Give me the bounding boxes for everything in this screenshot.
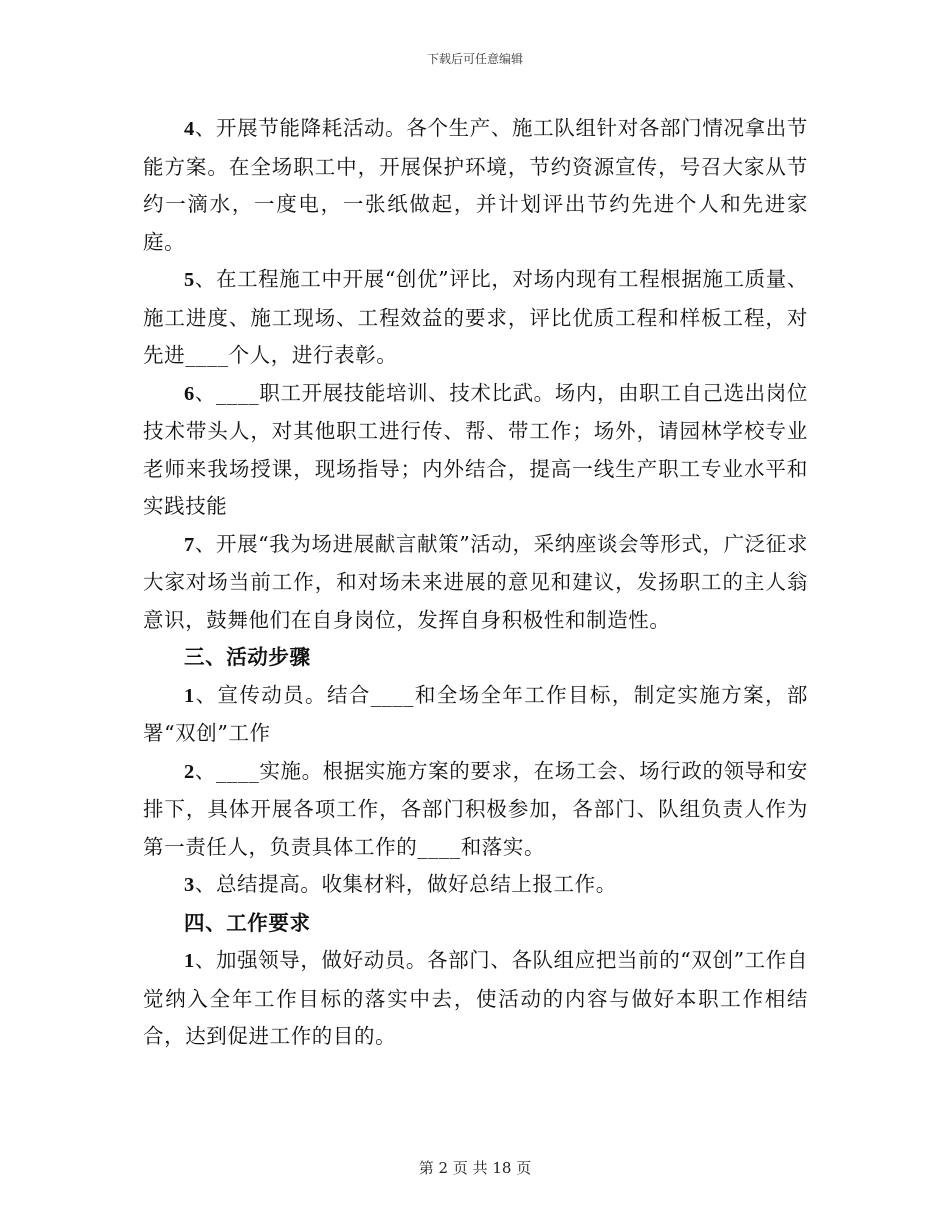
item-number: 3 [184,874,195,896]
section-heading-activity-steps: 三、活动步骤 [184,645,311,669]
paragraph-text: 、____实施。根据实施方案的要求，在场工会、场行政的领导和安排下，具体开展各项工作，各部门积极参加，各部门、队组负责人作为第一责任人，负责具体工作的____和落实。 [143,758,808,859]
paragraph-text: 、在工程施工中开展“创优”评比，对场内现有工程根据施工质量、施工进度、施工现场、工程效益的要求，评比优质工程和样板工程，对先进____个人，进行表彰。 [143,267,808,367]
paragraph-text: 、总结提高。收集材料，做好总结上报工作。 [194,872,617,896]
item-number: 7 [184,533,195,556]
section-heading-work-requirements: 四、工作要求 [184,910,311,935]
item-number: 2 [184,760,195,783]
header-note: 下载后可任意编辑 [426,52,523,66]
item-number: 6 [184,382,195,405]
paragraph-text: 、开展“我为场进展献言献策”活动，采纳座谈会等形式，广泛征求大家对场当前工作，和对场未来进展的意见和建议，发扬职工的主人翁意识，鼓舞他们在自身岗位，发挥自身积极性和制造性。 [143,531,808,632]
paragraph-step-2 [143,753,808,867]
page-number-footer: 第 2 页 共 18 页 [418,1159,532,1177]
paragraph-text: 、____职工开展技能培训、技术比武。场内，由职工自己选出岗位技术带头人，对其他职工进行传、帮、带工作；场外，请园林学校专业老师来我场授课，现场指导；内外结合，提高一线生产职工专业水平和实践技能 [143,380,808,518]
paragraph-item-7 [143,526,808,640]
item-number: 1 [184,950,195,972]
item-number: 5 [184,269,195,291]
item-number: 1 [184,684,195,707]
paragraph-step-1 [143,677,808,753]
paragraph-text: 、宣传动员。结合____和全场全年工作目标，制定实施方案，部署“双创”工作 [143,682,808,745]
item-number: 4 [184,118,195,140]
paragraph-item-5 [143,261,808,375]
paragraph-text: 、开展节能降耗活动。各个生产、施工队组针对各部门情况拿出节能方案。在全场职工中，开展保护环境，节约资源宣传，号召大家从节约一滴水，一度电，一张纸做起，并计划评出节约先进个人和先进家庭。 [143,116,808,254]
paragraph-item-4 [143,110,808,261]
paragraph-item-6 [143,375,808,526]
paragraph-requirement-1 [143,942,808,1056]
document-body [143,110,808,1056]
paragraph-text: 、加强领导，做好动员。各部门、各队组应把当前的“双创”工作自觉纳入全年工作目标的落实中去，使活动的内容与做好本职工作相结合，达到促进工作的目的。 [143,948,808,1048]
paragraph-step-3 [143,866,808,905]
